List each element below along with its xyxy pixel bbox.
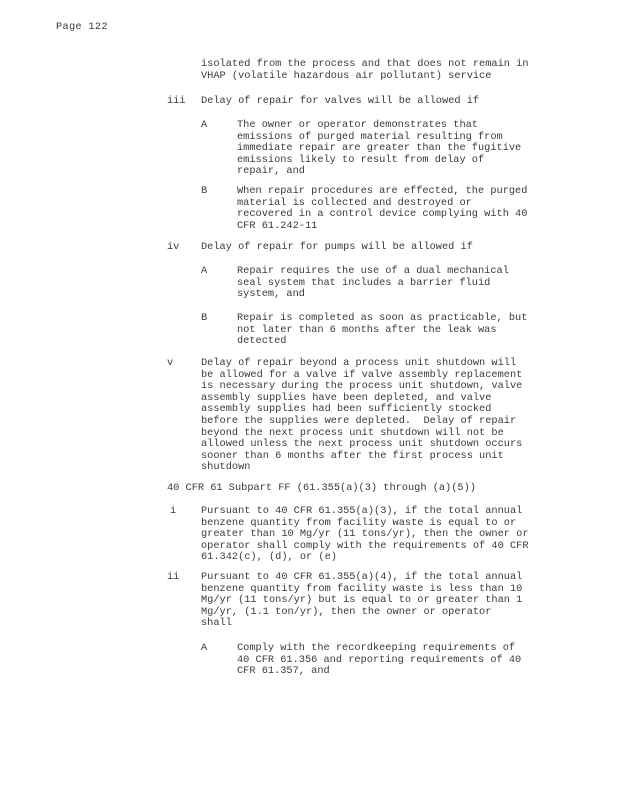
text-line: material is collected and destroyed or <box>237 196 472 209</box>
text-line: 40 CFR 61.356 and reporting requirements of 40 <box>237 653 522 666</box>
item-ii-text <box>201 572 522 630</box>
text-line: greater than 10 Mg/yr (11 tons/yr), then the owner or <box>201 528 529 541</box>
text-line: repair, and <box>237 165 305 178</box>
item-marker: iv <box>167 241 180 253</box>
text-line: The owner or operator demonstrates that <box>237 119 478 131</box>
text-line: shall <box>201 617 232 630</box>
text-line: isolated from the process and that does not remain in <box>201 58 529 70</box>
text-line: When repair procedures are effected, the purged <box>237 185 528 197</box>
text-line: CFR 61.357, and <box>237 665 330 678</box>
sub-item-marker: B <box>201 312 208 324</box>
text-line: Comply with the recordkeeping requirements of <box>237 642 516 654</box>
text-line: allowed unless the next process unit shutdown occurs <box>201 438 523 451</box>
text-line: assembly supplies had been sufficiently stocked <box>201 403 492 416</box>
text-line: Repair requires the use of a dual mechanical <box>237 265 509 277</box>
text-line: Pursuant to 40 CFR 61.355(a)(3), if the total annual <box>201 505 523 517</box>
item-iv-sub-a <box>237 266 509 301</box>
text-line: immediate repair are greater than the fugitive <box>237 142 522 155</box>
item-iv-sub-b <box>237 313 527 348</box>
item-marker: iii <box>167 95 186 107</box>
sub-item-marker: A <box>201 119 208 131</box>
text-line: not later than 6 months after the leak was <box>237 323 497 336</box>
item-i-text <box>201 506 529 564</box>
page-number: Page 122 <box>56 21 108 33</box>
text-line: 61.342(c), (d), or (e) <box>201 551 337 564</box>
text-line: emissions likely to result from delay of <box>237 153 485 166</box>
text-line: system, and <box>237 288 305 301</box>
text-line: detected <box>237 335 287 348</box>
text-line: operator shall comply with the requirements of 40 CFR <box>201 539 529 552</box>
text-line: Delay of repair beyond a process unit shutdown will <box>201 357 517 369</box>
text-line: shutdown <box>201 461 251 474</box>
continuation-paragraph <box>201 59 529 82</box>
text-line: CFR 61.242-11 <box>237 219 318 232</box>
text-line: assembly supplies have been depleted, and valve <box>201 391 492 404</box>
sub-item-marker: A <box>201 265 208 277</box>
text-line: emissions of purged material resulting from <box>237 130 503 143</box>
text-line: Repair is completed as soon as practicable, but <box>237 312 528 324</box>
text-line: benzene quantity from facility waste is less than 10 <box>201 582 523 595</box>
section-heading: 40 CFR 61 Subpart FF (61.355(a)(3) through (a)(5)) <box>167 482 476 494</box>
item-marker: ii <box>167 571 180 583</box>
text-line: Pursuant to 40 CFR 61.355(a)(4), if the total annual <box>201 571 523 583</box>
text-line: benzene quantity from facility waste is equal to or <box>201 516 517 529</box>
item-marker: i <box>170 505 177 517</box>
item-ii-sub-a <box>237 643 521 678</box>
item-v-text <box>201 358 522 474</box>
text-line: Mg/yr (11 tons/yr) but is equal to or greater than 1 <box>201 594 523 607</box>
text-line: beyond the next process unit shutdown will not be <box>201 426 504 439</box>
text-line: sooner than 6 months after the first process unit <box>201 449 504 462</box>
sub-item-marker: A <box>201 642 208 654</box>
item-iv-text: Delay of repair for pumps will be allowed if <box>201 241 473 253</box>
text-line: recovered in a control device complying with 40 <box>237 208 528 221</box>
text-line: seal system that includes a barrier fluid <box>237 276 491 289</box>
text-line: before the supplies were depleted. Delay of repair <box>201 414 517 427</box>
item-iii-sub-b <box>237 186 527 232</box>
item-marker: v <box>167 357 174 369</box>
text-line: Mg/yr, (1.1 ton/yr), then the owner or operator <box>201 605 492 618</box>
text-line: be allowed for a valve if valve assembly replacement <box>201 368 523 381</box>
sub-item-marker: B <box>201 185 208 197</box>
item-iii-sub-a <box>237 120 521 178</box>
text-line: VHAP (volatile hazardous air pollutant) service <box>201 69 492 82</box>
item-iii-text: Delay of repair for valves will be allowed if <box>201 95 480 107</box>
text-line: is necessary during the process unit shutdown, valve <box>201 380 523 393</box>
